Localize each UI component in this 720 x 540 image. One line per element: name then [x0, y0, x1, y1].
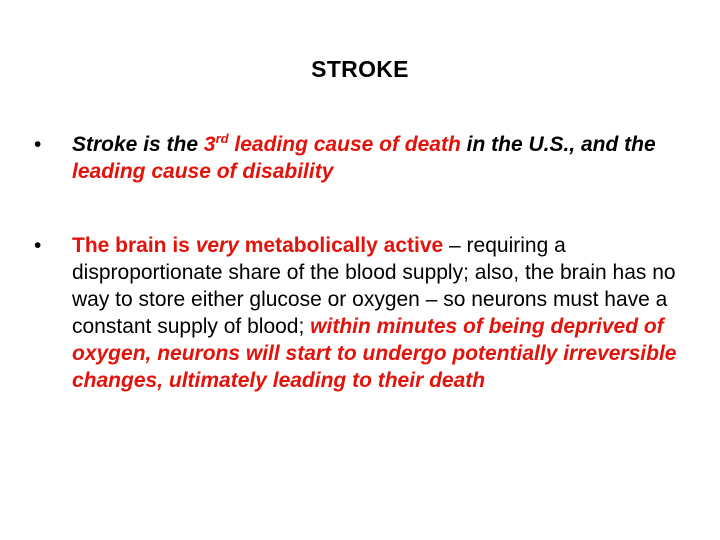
bullet2-seg2: very [195, 234, 239, 257]
slide-title: STROKE [311, 56, 409, 82]
bullet2-seg3: metabolically active [238, 234, 444, 257]
bullet-brain-metabolism [34, 232, 694, 394]
bullet1-superscript: rd [215, 131, 229, 146]
bullet1-seg2: 3 [203, 133, 216, 156]
bullet-text [72, 232, 694, 394]
bullet2-seg4: – requiring a disproportionate share of the blood supply; also, the brain has no way to store either glucose or oxygen – so neurons must have a constant supply of blood; [72, 234, 676, 338]
bullet2-seg5: within minutes of being deprived of oxygen, neurons will start to undergo potentially irreversible changes, ultimately leading to their death [72, 315, 677, 392]
bullet-dot: • [34, 234, 42, 257]
bullet-dot: • [34, 133, 42, 156]
bullet-text [72, 131, 694, 185]
bullet1-seg4: in the U.S., and the [460, 133, 656, 156]
bullet-stroke-statistics [34, 131, 694, 185]
bullet2-seg1: The brain is [72, 234, 196, 257]
bullet1-seg3: leading cause of death [228, 133, 461, 156]
bullet1-seg1: Stroke is the [72, 133, 204, 156]
bullet1-seg5: leading cause of disability [72, 160, 334, 183]
